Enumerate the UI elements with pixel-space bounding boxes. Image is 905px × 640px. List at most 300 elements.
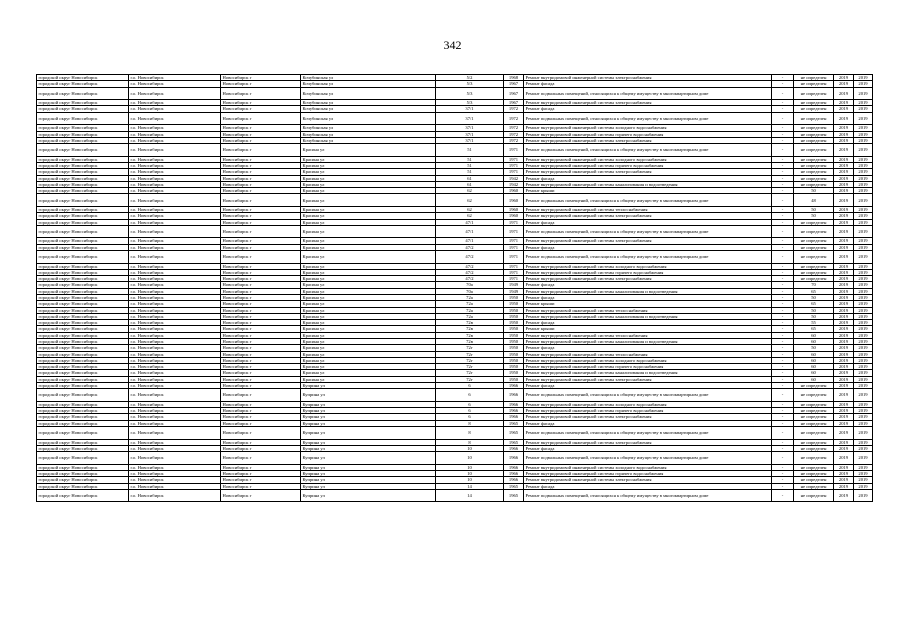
house-number-cell: 37/1 [436,112,504,125]
end-year-cell: 2019 [854,156,873,162]
start-year-cell: 2019 [834,112,854,125]
year-built-cell: 1966 [504,401,524,407]
municipality-cell: городской округ Новосибирск [37,225,129,238]
dash-cell: - [772,301,794,307]
dash-cell: - [772,75,794,81]
dash-cell: - [772,207,794,213]
table-row [37,489,873,502]
street-cell: Куприна ул [301,445,436,451]
city-cell: Новосибирск г [221,181,301,187]
street-cell: Куприна ул [301,420,436,426]
settlement-cell: г.о. Новосибирск [129,282,221,288]
street-cell: Красина ул [301,282,436,288]
start-year-cell: 2019 [834,106,854,112]
municipality-cell: городской округ Новосибирск [37,269,129,275]
settlement-cell: г.о. Новосибирск [129,219,221,225]
dash-cell: - [772,225,794,238]
start-year-cell: 2019 [834,326,854,332]
house-number-cell: 61 [436,181,504,187]
settlement-cell: г.о. Новосибирск [129,382,221,388]
house-number-cell: 51 [436,163,504,169]
city-cell: Новосибирск г [221,332,301,338]
city-cell: Новосибирск г [221,320,301,326]
end-year-cell: 2019 [854,382,873,388]
street-cell: Куприна ул [301,414,436,420]
end-year-cell: 2019 [854,282,873,288]
street-cell: Куприна ул [301,389,436,402]
street-cell: Красина ул [301,276,436,282]
start-year-cell: 2019 [834,339,854,345]
house-number-cell: 37/1 [436,137,504,143]
house-number-cell: 5/3 [436,87,504,100]
house-number-cell: 10 [436,477,504,483]
work-type-cell: Ремонт внутридомовой инженерной системы горячего водоснабжения [524,408,772,414]
start-year-cell: 2019 [834,181,854,187]
work-type-cell: Ремонт фасада [524,81,772,87]
end-year-cell: 2019 [854,213,873,219]
start-year-cell: 2019 [834,188,854,194]
year-built-cell: 1972 [504,106,524,112]
settlement-cell: г.о. Новосибирск [129,370,221,376]
year-built-cell: 1950 [504,339,524,345]
cost-cell: не определен [794,156,834,162]
end-year-cell: 2019 [854,351,873,357]
end-year-cell: 2019 [854,339,873,345]
dash-cell: - [772,313,794,319]
house-number-cell: 51 [436,156,504,162]
city-cell: Новосибирск г [221,420,301,426]
cost-cell: не определен [794,100,834,106]
municipality-cell: городской округ Новосибирск [37,489,129,502]
municipality-cell: городской округ Новосибирск [37,351,129,357]
municipality-cell: городской округ Новосибирск [37,169,129,175]
settlement-cell: г.о. Новосибирск [129,389,221,402]
street-cell: Красина ул [301,269,436,275]
municipality-cell: городской округ Новосибирск [37,376,129,382]
cost-cell: 60 [794,351,834,357]
year-built-cell: 1950 [504,320,524,326]
street-cell: Куприна ул [301,471,436,477]
start-year-cell: 2019 [834,376,854,382]
street-cell: Красина ул [301,244,436,250]
settlement-cell: г.о. Новосибирск [129,288,221,294]
municipality-cell: городской округ Новосибирск [37,144,129,157]
cost-cell: 50 [794,207,834,213]
municipality-cell: городской округ Новосибирск [37,332,129,338]
street-cell: Куприна ул [301,382,436,388]
end-year-cell: 2019 [854,376,873,382]
house-number-cell: 51 [436,144,504,157]
dash-cell: - [772,339,794,345]
city-cell: Новосибирск г [221,276,301,282]
dash-cell: - [772,420,794,426]
settlement-cell: г.о. Новосибирск [129,414,221,420]
cost-cell: не определен [794,408,834,414]
settlement-cell: г.о. Новосибирск [129,188,221,194]
settlement-cell: г.о. Новосибирск [129,351,221,357]
municipality-cell: городской округ Новосибирск [37,483,129,489]
year-built-cell: 1950 [504,345,524,351]
end-year-cell: 2019 [854,357,873,363]
city-cell: Новосибирск г [221,295,301,301]
year-built-cell: 1966 [504,445,524,451]
house-number-cell: 47/2 [436,269,504,275]
end-year-cell: 2019 [854,251,873,264]
street-cell: Красина ул [301,320,436,326]
dash-cell: - [772,269,794,275]
year-built-cell: 1971 [504,263,524,269]
end-year-cell: 2019 [854,326,873,332]
city-cell: Новосибирск г [221,364,301,370]
work-type-cell: Ремонт внутридомовой инженерной системы канализования и водоотведения [524,181,772,187]
house-number-cell: 72в [436,320,504,326]
city-cell: Новосибирск г [221,357,301,363]
house-number-cell: 61 [436,175,504,181]
end-year-cell: 2019 [854,112,873,125]
municipality-cell: городской округ Новосибирск [37,106,129,112]
year-built-cell: 1971 [504,244,524,250]
cost-cell: не определен [794,125,834,131]
dash-cell: - [772,489,794,502]
dash-cell: - [772,175,794,181]
year-built-cell: 1950 [504,307,524,313]
year-built-cell: 1950 [504,295,524,301]
year-built-cell: 1966 [504,414,524,420]
year-built-cell: 1950 [504,351,524,357]
end-year-cell: 2019 [854,439,873,445]
cost-cell: 70 [794,282,834,288]
work-type-cell: Ремонт подвальных помещений, относящихся к общему имуществу в многоквартирном доме [524,194,772,207]
end-year-cell: 2019 [854,420,873,426]
house-number-cell: 72а [436,295,504,301]
street-cell: Красина ул [301,238,436,244]
year-built-cell: 1960 [504,213,524,219]
city-cell: Новосибирск г [221,414,301,420]
start-year-cell: 2019 [834,81,854,87]
cost-cell: не определен [794,219,834,225]
year-built-cell: 1966 [504,382,524,388]
end-year-cell: 2019 [854,445,873,451]
year-built-cell: 1950 [504,357,524,363]
street-cell: Кочубинская ул [301,106,436,112]
municipality-cell: городской округ Новосибирск [37,339,129,345]
start-year-cell: 2019 [834,251,854,264]
cost-cell: не определен [794,439,834,445]
street-cell: Красина ул [301,219,436,225]
work-type-cell: Ремонт внутридомовой инженерной системы электроснабжения [524,376,772,382]
dash-cell: - [772,408,794,414]
street-cell: Красина ул [301,263,436,269]
year-built-cell: 1967 [504,81,524,87]
work-type-cell: Ремонт внутридомовой инженерной системы электроснабжения [524,439,772,445]
house-number-cell: 6 [436,382,504,388]
cost-cell: 60 [794,370,834,376]
end-year-cell: 2019 [854,295,873,301]
cost-cell: не определен [794,106,834,112]
dash-cell: - [772,351,794,357]
city-cell: Новосибирск г [221,345,301,351]
city-cell: Новосибирск г [221,106,301,112]
work-type-cell: Ремонт подвальных помещений, относящихся к общему имуществу в многоквартирном доме [524,389,772,402]
end-year-cell: 2019 [854,401,873,407]
settlement-cell: г.о. Новосибирск [129,175,221,181]
work-type-cell: Ремонт внутридомовой инженерной системы электроснабжения [524,213,772,219]
city-cell: Новосибирск г [221,175,301,181]
end-year-cell: 2019 [854,207,873,213]
street-cell: Красина ул [301,351,436,357]
settlement-cell: г.о. Новосибирск [129,320,221,326]
house-number-cell: 72г [436,345,504,351]
street-cell: Красина ул [301,144,436,157]
year-built-cell: 1966 [504,464,524,470]
end-year-cell: 2019 [854,313,873,319]
house-number-cell: 70а [436,282,504,288]
work-type-cell: Ремонт крыши [524,188,772,194]
work-type-cell: Ремонт фасада [524,175,772,181]
municipality-cell: городской округ Новосибирск [37,163,129,169]
cost-cell: не определен [794,401,834,407]
start-year-cell: 2019 [834,464,854,470]
cost-cell: 60 [794,364,834,370]
start-year-cell: 2019 [834,332,854,338]
municipality-cell: городской округ Новосибирск [37,445,129,451]
dash-cell: - [772,156,794,162]
street-cell: Кочубинская ул [301,137,436,143]
start-year-cell: 2019 [834,87,854,100]
cost-cell: 50 [794,295,834,301]
cost-cell: не определен [794,251,834,264]
work-type-cell: Ремонт внутридомовой инженерной системы электроснабжения [524,238,772,244]
cost-cell: не определен [794,244,834,250]
street-cell: Красина ул [301,307,436,313]
house-number-cell: 47/2 [436,276,504,282]
city-cell: Новосибирск г [221,87,301,100]
house-number-cell: 47/1 [436,219,504,225]
settlement-cell: г.о. Новосибирск [129,364,221,370]
city-cell: Новосибирск г [221,351,301,357]
work-type-cell: Ремонт внутридомовой инженерной системы горячего водоснабжения [524,364,772,370]
work-type-cell: Ремонт внутридомовой инженерной системы электроснабжения [524,137,772,143]
settlement-cell: г.о. Новосибирск [129,251,221,264]
cost-cell: не определен [794,144,834,157]
street-cell: Красина ул [301,213,436,219]
street-cell: Куприна ул [301,483,436,489]
municipality-cell: городской округ Новосибирск [37,125,129,131]
municipality-cell: городской округ Новосибирск [37,370,129,376]
street-cell: Куприна ул [301,401,436,407]
cost-cell: 60 [794,332,834,338]
start-year-cell: 2019 [834,137,854,143]
cost-cell: 60 [794,339,834,345]
start-year-cell: 2019 [834,219,854,225]
dash-cell: - [772,376,794,382]
capital-repair-table [36,74,873,502]
street-cell: Кочубинская ул [301,100,436,106]
year-built-cell: 1972 [504,112,524,125]
city-cell: Новосибирск г [221,125,301,131]
dash-cell: - [772,464,794,470]
municipality-cell: городской округ Новосибирск [37,87,129,100]
settlement-cell: г.о. Новосибирск [129,339,221,345]
city-cell: Новосибирск г [221,307,301,313]
work-type-cell: Ремонт внутридомовой инженерной системы канализования и водоотведения [524,339,772,345]
table-row [37,194,873,207]
cost-cell: не определен [794,238,834,244]
municipality-cell: городской округ Новосибирск [37,219,129,225]
city-cell: Новосибирск г [221,144,301,157]
start-year-cell: 2019 [834,194,854,207]
start-year-cell: 2019 [834,401,854,407]
municipality-cell: городской округ Новосибирск [37,244,129,250]
house-number-cell: 72а [436,307,504,313]
end-year-cell: 2019 [854,471,873,477]
start-year-cell: 2019 [834,276,854,282]
city-cell: Новосибирск г [221,452,301,465]
dash-cell: - [772,320,794,326]
start-year-cell: 2019 [834,225,854,238]
house-number-cell: 72в [436,339,504,345]
municipality-cell: городской округ Новосибирск [37,137,129,143]
year-built-cell: 1971 [504,163,524,169]
city-cell: Новосибирск г [221,156,301,162]
house-number-cell: 37/1 [436,106,504,112]
year-built-cell: 1972 [504,125,524,131]
start-year-cell: 2019 [834,414,854,420]
street-cell: Красина ул [301,169,436,175]
house-number-cell: 47/2 [436,251,504,264]
street-cell: Красина ул [301,326,436,332]
start-year-cell: 2019 [834,295,854,301]
settlement-cell: г.о. Новосибирск [129,426,221,439]
settlement-cell: г.о. Новосибирск [129,169,221,175]
street-cell: Куприна ул [301,489,436,502]
end-year-cell: 2019 [854,489,873,502]
settlement-cell: г.о. Новосибирск [129,244,221,250]
municipality-cell: городской округ Новосибирск [37,401,129,407]
house-number-cell: 10 [436,464,504,470]
year-built-cell: 1965 [504,489,524,502]
end-year-cell: 2019 [854,426,873,439]
house-number-cell: 10 [436,445,504,451]
city-cell: Новосибирск г [221,313,301,319]
year-built-cell: 1971 [504,238,524,244]
house-number-cell: 6 [436,414,504,420]
city-cell: Новосибирск г [221,370,301,376]
settlement-cell: г.о. Новосибирск [129,345,221,351]
house-number-cell: 5/3 [436,81,504,87]
house-number-cell: 8 [436,420,504,426]
cost-cell: 50 [794,188,834,194]
year-built-cell: 1942 [504,175,524,181]
dash-cell: - [772,332,794,338]
dash-cell: - [772,382,794,388]
start-year-cell: 2019 [834,125,854,131]
work-type-cell: Ремонт внутридомовой инженерной системы горячего водоснабжения [524,131,772,137]
year-built-cell: 1971 [504,251,524,264]
street-cell: Красина ул [301,364,436,370]
start-year-cell: 2019 [834,175,854,181]
municipality-cell: городской округ Новосибирск [37,389,129,402]
house-number-cell: 72а [436,301,504,307]
settlement-cell: г.о. Новосибирск [129,326,221,332]
municipality-cell: городской округ Новосибирск [37,238,129,244]
house-number-cell: 72г [436,364,504,370]
municipality-cell: городской округ Новосибирск [37,207,129,213]
municipality-cell: городской округ Новосибирск [37,420,129,426]
city-cell: Новосибирск г [221,288,301,294]
cost-cell: не определен [794,477,834,483]
year-built-cell: 1971 [504,219,524,225]
dash-cell: - [772,307,794,313]
dash-cell: - [772,370,794,376]
end-year-cell: 2019 [854,188,873,194]
work-type-cell: Ремонт внутридомовой инженерной системы канализования и водоотведения [524,288,772,294]
year-built-cell: 1971 [504,144,524,157]
start-year-cell: 2019 [834,301,854,307]
house-number-cell: 6 [436,401,504,407]
settlement-cell: г.о. Новосибирск [129,477,221,483]
municipality-cell: городской округ Новосибирск [37,282,129,288]
municipality-cell: городской округ Новосибирск [37,156,129,162]
end-year-cell: 2019 [854,100,873,106]
cost-cell: не определен [794,445,834,451]
dash-cell: - [772,426,794,439]
work-type-cell: Ремонт внутридомовой инженерной системы горячего водоснабжения [524,471,772,477]
work-type-cell: Ремонт фасада [524,219,772,225]
house-number-cell: 5/2 [436,75,504,81]
work-type-cell: Ремонт внутридомовой инженерной системы холодного водоснабжения [524,357,772,363]
cost-cell: не определен [794,175,834,181]
municipality-cell: городской округ Новосибирск [37,301,129,307]
year-built-cell: 1950 [504,376,524,382]
work-type-cell: Ремонт фасада [524,420,772,426]
city-cell: Новосибирск г [221,81,301,87]
dash-cell: - [772,263,794,269]
house-number-cell: 37/1 [436,125,504,131]
work-type-cell: Ремонт внутридомовой инженерной системы канализования и водоотведения [524,370,772,376]
work-type-cell: Ремонт фасада [524,483,772,489]
street-cell: Кочубинская ул [301,131,436,137]
street-cell: Красина ул [301,175,436,181]
settlement-cell: г.о. Новосибирск [129,263,221,269]
table-row [37,426,873,439]
street-cell: Кочубинская ул [301,75,436,81]
end-year-cell: 2019 [854,225,873,238]
end-year-cell: 2019 [854,87,873,100]
start-year-cell: 2019 [834,307,854,313]
settlement-cell: г.о. Новосибирск [129,156,221,162]
end-year-cell: 2019 [854,244,873,250]
municipality-cell: городской округ Новосибирск [37,326,129,332]
street-cell: Красина ул [301,332,436,338]
dash-cell: - [772,401,794,407]
cost-cell: 60 [794,376,834,382]
settlement-cell: г.о. Новосибирск [129,307,221,313]
settlement-cell: г.о. Новосибирск [129,181,221,187]
house-number-cell: 72г [436,357,504,363]
dash-cell: - [772,452,794,465]
end-year-cell: 2019 [854,106,873,112]
table-row [37,389,873,402]
city-cell: Новосибирск г [221,75,301,81]
year-built-cell: 1966 [504,452,524,465]
start-year-cell: 2019 [834,244,854,250]
start-year-cell: 2019 [834,382,854,388]
house-number-cell: 37/1 [436,131,504,137]
dash-cell: - [772,414,794,420]
city-cell: Новосибирск г [221,137,301,143]
street-cell: Красина ул [301,188,436,194]
